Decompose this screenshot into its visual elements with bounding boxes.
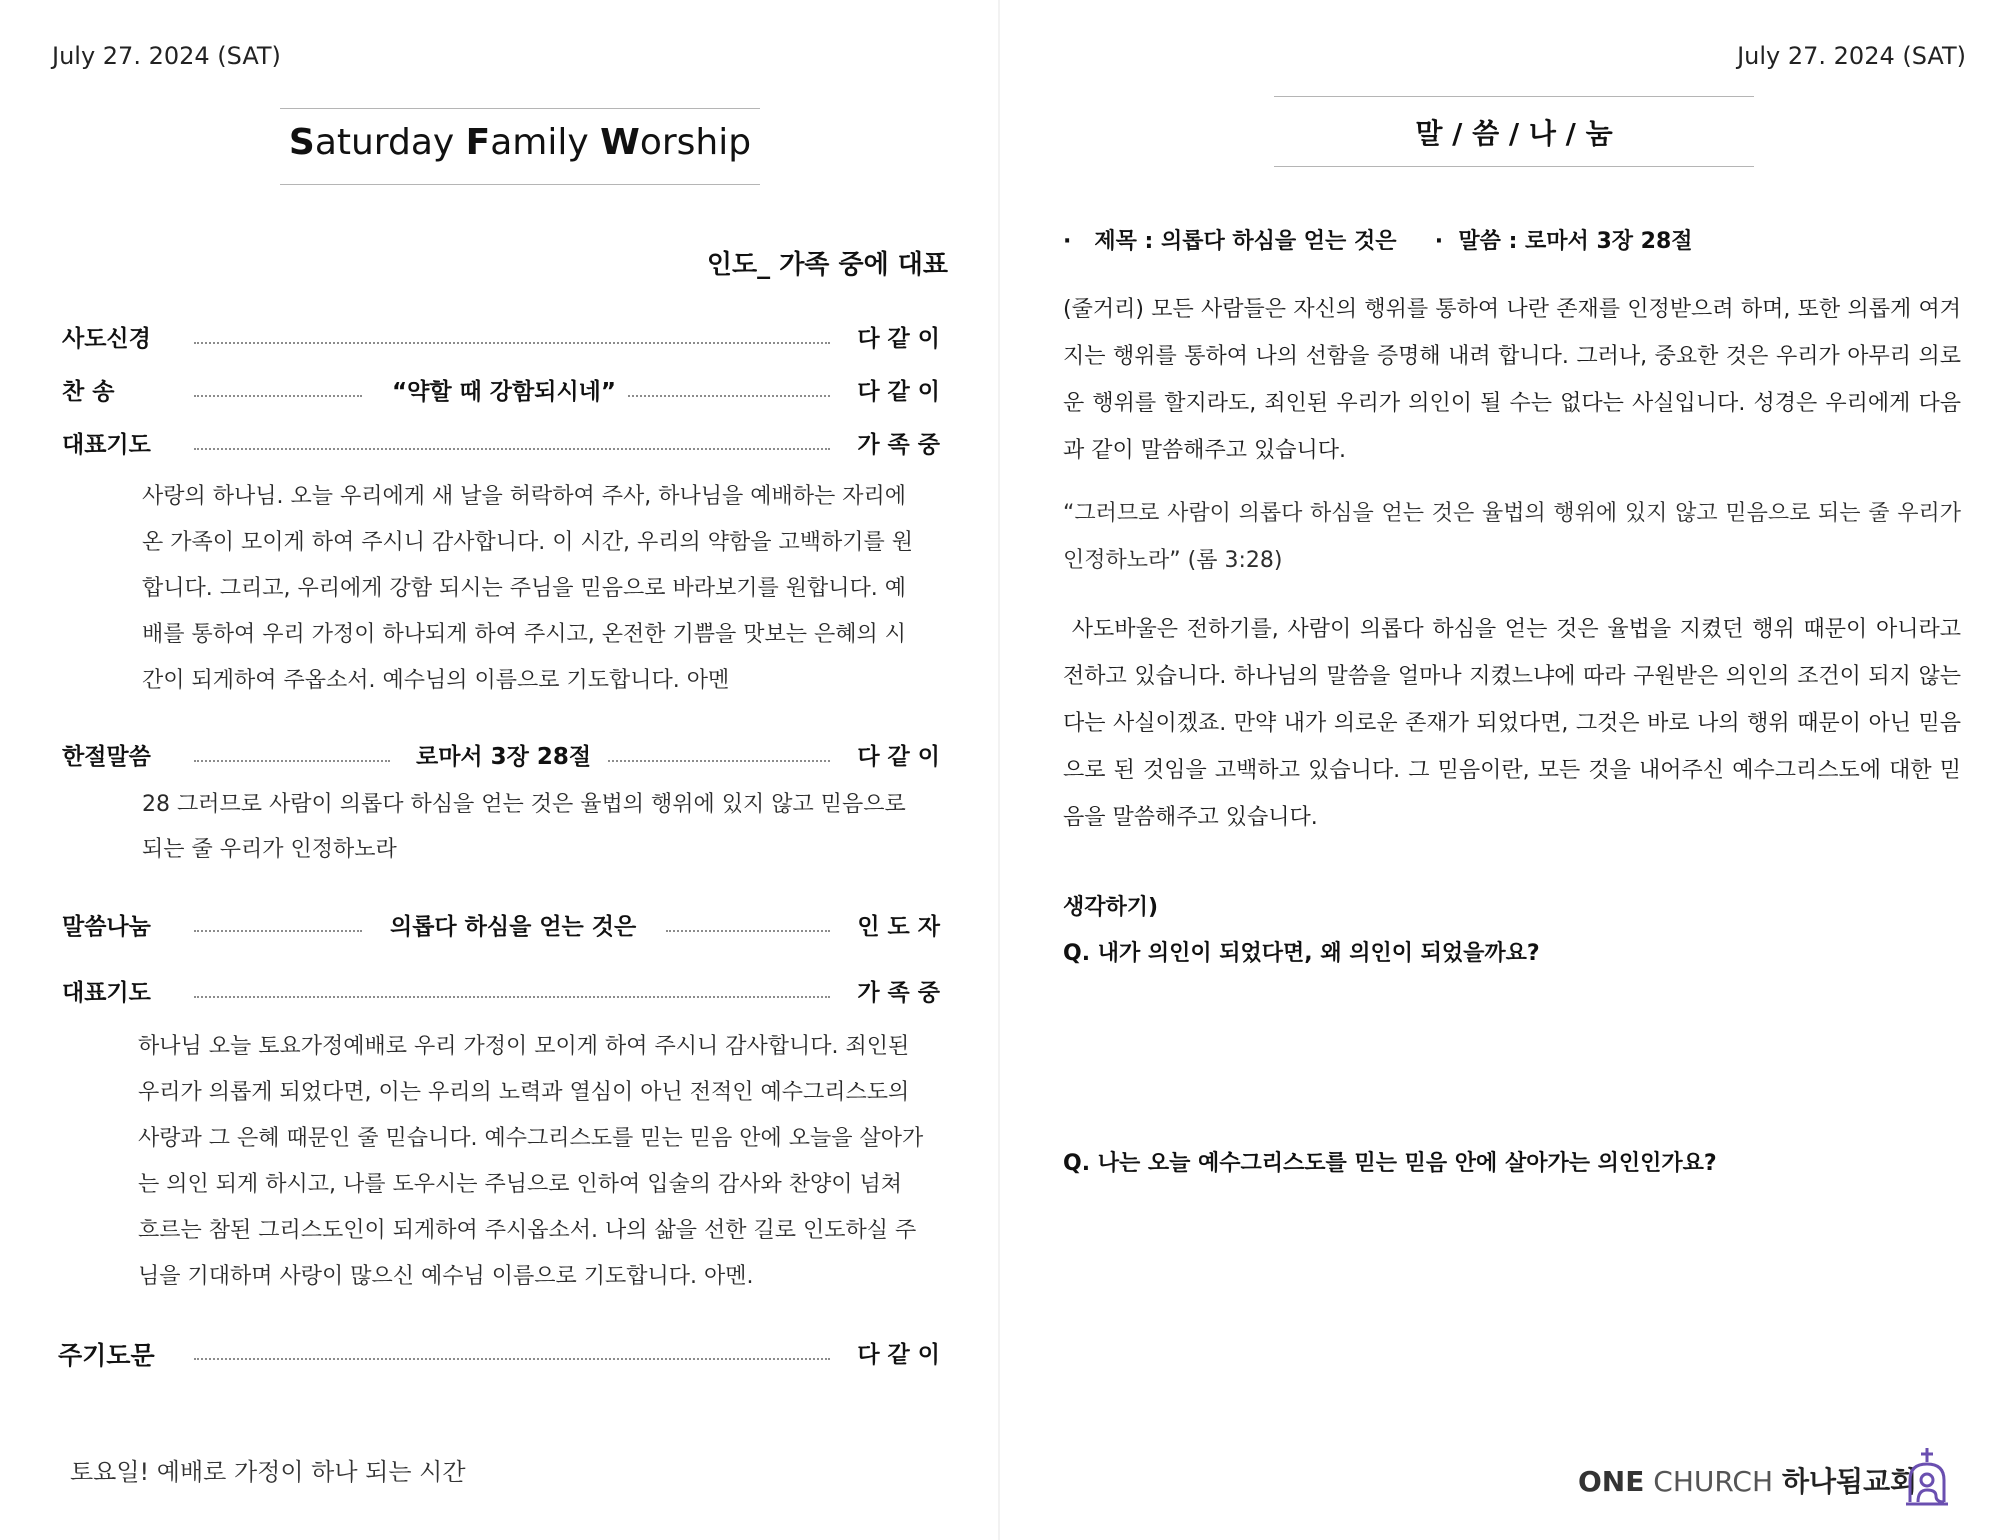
order-label: 대표기도 <box>62 432 151 458</box>
order-performer: 가 족 중 <box>857 980 940 1006</box>
order-row-sermon <box>62 908 940 948</box>
sharing-title: 말 / 씀 / 나 / 눔 <box>1415 117 1613 150</box>
footer-slogan: 토요일! 예배로 가정이 하나 되는 시간 <box>70 1458 466 1486</box>
body-paragraph: 사도바울은 전하기를, 사람이 의롭다 하심을 얻는 것은 율법을 지켰던 행위 때문이 아니라고 전하고 있습니다. 하나님의 말씀을 얼마나 지켰느냐에 따라 구원받은 의인의 조건이 되지 않는다는 사실이겠죠. 만약 내가 의로운 존재가 되었다면, 그것은 바로 나의 행위 때문이 아닌 믿음으로 된 것임을 고백하고 있습니다. 그 믿음이란, 모든 것을 내어주신 예수그리스도에 대한 믿음을 말씀해주고 있습니다. <box>1063 617 1968 830</box>
right-date: July 27. 2024 (SAT) <box>1737 42 1966 70</box>
dot-leader <box>194 760 390 762</box>
order-label: 사도신경 <box>62 326 151 352</box>
think-label: 생각하기) <box>1063 895 1159 920</box>
prayer-text-2: 하나님 오늘 토요가정예배로 우리 가정이 모이게 하여 주시니 감사합니다. 죄인된 우리가 의롭게 되었다면, 이는 우리의 노력과 열심이 아닌 전적인 예수그리스도의 사랑과 그 은혜 때문인 줄 믿습니다. 예수그리스도를 믿는 믿음 안에 오늘을 살아가 는 의인 되게 하시고, 나를 도우시는 주님으로 인하여 입술의 감사와 찬양이 넘쳐 흐르는 참된 그리스도인이 되게하여 주시옵소서. 나의 삶을 선한 길로 인도하실 주 님을 기대하며 사랑이 많으신 예수님 이름으로 기도합니다. 아멘. <box>138 1034 924 1289</box>
quote-paragraph: “그러므로 사람이 의롭다 하심을 얻는 것은 율법의 행위에 있지 않고 믿음으로 되는 줄 우리가 인정하노라” (롬 3:28) <box>1063 501 1961 573</box>
dot-leader <box>194 448 830 450</box>
order-performer: 다 같 이 <box>857 744 940 770</box>
order-row-prayer <box>62 974 940 1014</box>
dot-leader <box>666 930 830 932</box>
dot-leader <box>194 342 830 344</box>
order-performer: 다 같 이 <box>857 379 940 405</box>
dot-leader <box>194 1358 830 1360</box>
order-label: 대표기도 <box>62 980 151 1006</box>
title-top-rule <box>280 108 760 109</box>
order-label: 말씀나눔 <box>62 914 151 940</box>
leader-info: 인도_ 가족 중에 대표 <box>706 250 948 280</box>
dot-leader <box>194 996 830 998</box>
page-divider <box>998 0 1000 1540</box>
verse-text: 28 그러므로 사람이 의롭다 하심을 얻는 것은 율법의 행위에 있지 않고 믿음으로 되는 줄 우리가 인정하노라 <box>142 792 906 862</box>
order-row-verse <box>62 738 940 778</box>
title-bottom-rule <box>1274 166 1754 167</box>
question-2: Q. 나는 오늘 예수그리스도를 믿는 믿음 안에 살아가는 의인인가요? <box>1063 1151 1717 1176</box>
dot-leader <box>628 395 830 397</box>
order-row-creed <box>62 320 940 360</box>
dot-leader <box>194 930 362 932</box>
order-performer: 다 같 이 <box>857 326 940 352</box>
dot-leader <box>194 395 362 397</box>
church-logo-text: ONE CHURCH 하나됨교회 <box>1578 1465 1918 1498</box>
order-performer: 인 도 자 <box>857 914 940 940</box>
order-row-prayer <box>62 426 940 466</box>
order-label: 찬 송 <box>62 379 115 405</box>
church-logo-icon <box>1904 1446 1950 1508</box>
hymn-title: “약할 때 강함되시네” <box>392 379 616 405</box>
title-top-rule <box>1274 96 1754 97</box>
verse-reference: 로마서 3장 28절 <box>416 744 592 770</box>
title-bottom-rule <box>280 184 760 185</box>
question-1: Q. 내가 의인이 되었다면, 왜 의인이 되었을까요? <box>1063 941 1540 966</box>
order-label: 한절말씀 <box>62 744 151 770</box>
prayer-text-1: 사랑의 하나님. 오늘 우리에게 새 날을 허락하여 주사, 하나님을 예배하는 자리에 온 가족이 모이게 하여 주시니 감사합니다. 이 시간, 우리의 약함을 고백하기를 원 합니다. 그리고, 우리에게 강함 되시는 주님을 믿음으로 바라보기를 원합니다. 예 배를 통하여 우리 가정이 하나되게 하여 주시고, 온전한 기쁨을 맛보는 은혜의 시 간이 되게하여 주옵소서. 예수님의 이름으로 기도합니다. 아멘 <box>142 484 913 693</box>
sermon-title: 의롭다 하심을 얻는 것은 <box>390 914 637 940</box>
order-row-hymn <box>62 373 940 413</box>
order-performer: 다 같 이 <box>857 1342 940 1368</box>
subject-line: · 제목 : 의롭다 하심을 얻는 것은 · 말씀 : 로마서 3장 28절 <box>1063 229 1693 254</box>
summary-paragraph: (줄거리) 모든 사람들은 자신의 행위를 통하여 나란 존재를 인정받으려 하며, 또한 의롭게 여겨지는 행위를 통하여 나의 선함을 증명해 내려 합니다. 그러나, 중요한 것은 우리가 아무리 의로운 행위를 할지라도, 죄인된 우리가 의인이 될 수는 없다는 사실입니다. 성경은 우리에게 다음과 같이 말씀해주고 있습니다. <box>1063 297 1961 463</box>
order-row-lords-prayer <box>58 1336 940 1376</box>
dot-leader <box>608 760 830 762</box>
worship-title: Saturday Family Worship <box>288 122 752 163</box>
left-date: July 27. 2024 (SAT) <box>52 42 281 70</box>
order-performer: 가 족 중 <box>857 432 940 458</box>
order-label: 주기도문 <box>58 1341 155 1370</box>
